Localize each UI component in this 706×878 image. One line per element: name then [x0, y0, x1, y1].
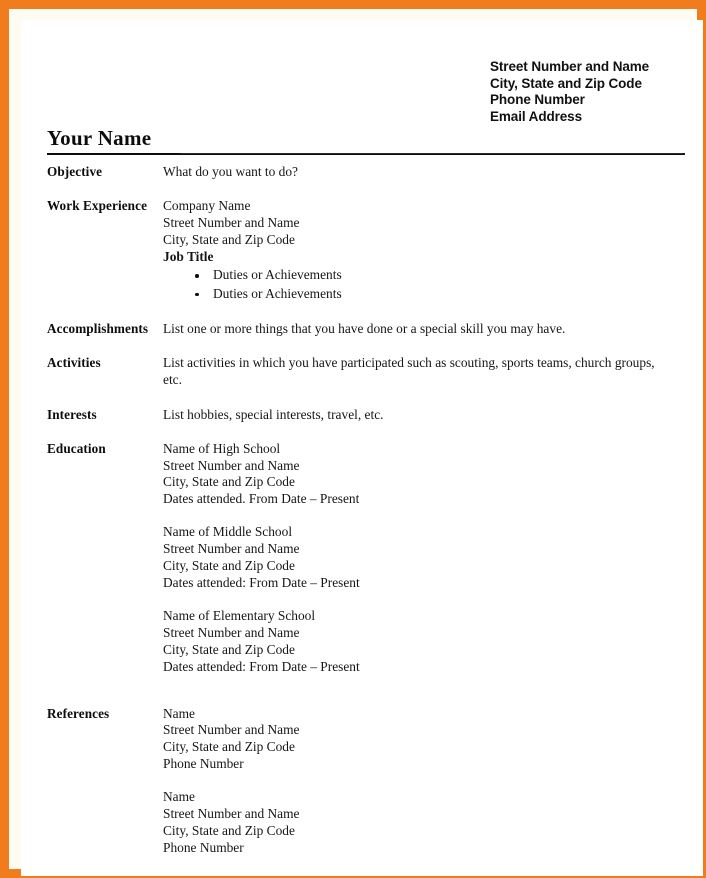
- education-street: Street Number and Name: [163, 457, 300, 473]
- reference-city-state-zip: City, State and Zip Code: [163, 739, 295, 755]
- education-dates: Dates attended: From Date – Present: [163, 575, 360, 590]
- education-city-state-zip: City, State and Zip Code: [163, 474, 295, 490]
- interests-text: List hobbies, special interests, travel, etc.: [163, 406, 384, 422]
- page-inner-gap: [9, 9, 697, 869]
- section-label-education: Education: [47, 440, 106, 456]
- reference-city-state-zip: City, State and Zip Code: [163, 822, 295, 838]
- section-content-education: [163, 441, 703, 676]
- list-item: Duties or Achievements: [195, 266, 697, 285]
- work-company-name: Company Name: [163, 198, 251, 214]
- section-references: [21, 706, 703, 857]
- reference-name: Name: [163, 705, 195, 721]
- list-item: Duties or Achievements: [195, 285, 697, 304]
- reference-name: Name: [163, 789, 195, 805]
- section-content-accomplishments: [163, 321, 703, 338]
- reference-entry: [163, 706, 697, 774]
- section-interests: [21, 407, 703, 424]
- section-label-objective: Objective: [47, 164, 103, 179]
- activities-text: List activities in which you have participated such as scouting, sports teams, church groups, etc.: [163, 354, 655, 387]
- section-label-references: References: [47, 705, 110, 721]
- education-city-state-zip: City, State and Zip Code: [163, 558, 295, 574]
- education-dates: Dates attended: From Date – Present: [163, 658, 360, 674]
- reference-phone: Phone Number: [163, 756, 244, 772]
- section-objective: [21, 164, 703, 181]
- section-content-activities: [163, 355, 703, 389]
- education-street: Street Number and Name: [163, 541, 300, 557]
- contact-email: Email Address: [490, 108, 582, 124]
- work-duties-list: [163, 266, 697, 303]
- section-content-work-experience: [163, 198, 703, 303]
- contact-street: Street Number and Name: [490, 59, 650, 74]
- section-work-experience: [21, 198, 703, 303]
- section-label-work-experience: Work Experience: [47, 198, 148, 214]
- resume-page: [21, 20, 703, 876]
- contact-phone: Phone Number: [490, 92, 585, 108]
- page-title: Your Name: [47, 126, 152, 150]
- contact-block: [490, 59, 649, 125]
- education-city-state-zip: City, State and Zip Code: [163, 641, 295, 657]
- accomplishments-text: List one or more things that you have done or a special skill you may have.: [163, 321, 566, 337]
- section-education: [21, 441, 703, 676]
- education-school-name: Name of Elementary School: [163, 607, 316, 623]
- education-entry: [163, 441, 697, 509]
- reference-street: Street Number and Name: [163, 722, 300, 738]
- section-label-accomplishments: Accomplishments: [47, 321, 149, 337]
- work-street: Street Number and Name: [163, 215, 300, 231]
- work-city-state-zip: City, State and Zip Code: [163, 232, 295, 248]
- objective-text: What do you want to do?: [163, 164, 298, 179]
- reference-phone: Phone Number: [163, 839, 244, 855]
- contact-city-state-zip: City, State and Zip Code: [490, 75, 642, 91]
- section-content-references: [163, 706, 703, 857]
- reference-entry: [163, 789, 697, 857]
- section-label-interests: Interests: [47, 406, 97, 422]
- section-content-interests: [163, 407, 703, 424]
- section-accomplishments: [21, 321, 703, 338]
- education-school-name: Name of Middle School: [163, 524, 293, 540]
- education-entry: [163, 524, 697, 592]
- education-dates: Dates attended. From Date – Present: [163, 491, 360, 507]
- education-entry: [163, 608, 697, 676]
- section-content-objective: [163, 164, 703, 181]
- work-job-title: Job Title: [163, 249, 214, 265]
- header-divider-extension: [181, 153, 685, 154]
- resume-body: [21, 164, 703, 857]
- section-activities: [21, 355, 703, 389]
- education-street: Street Number and Name: [163, 624, 300, 640]
- reference-street: Street Number and Name: [163, 806, 300, 822]
- education-school-name: Name of High School: [163, 440, 281, 456]
- section-label-activities: Activities: [47, 354, 101, 370]
